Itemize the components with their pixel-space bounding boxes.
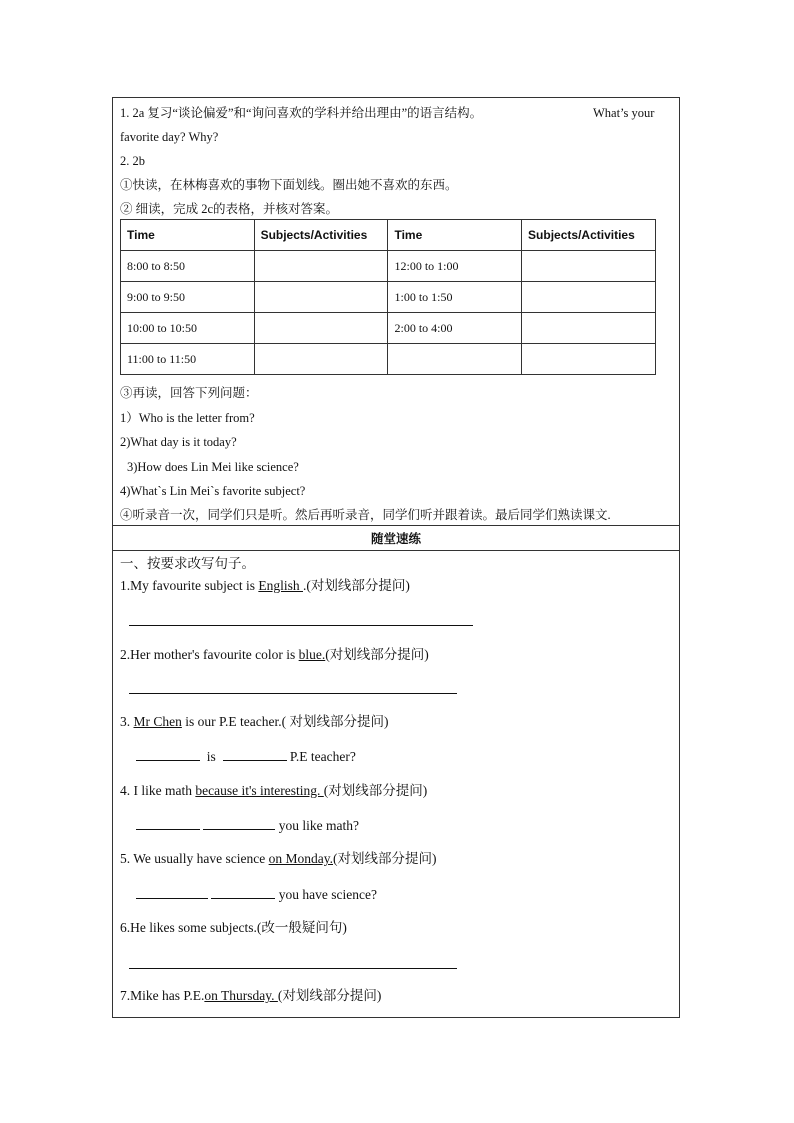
- intro-question-b: favorite day? Why?: [120, 130, 219, 144]
- fill-text: is: [206, 749, 216, 764]
- table-cell: [522, 282, 656, 313]
- section-title: 随堂速练: [370, 532, 421, 546]
- reading-question-1: 1）Who is the letter from?: [120, 411, 255, 425]
- table-cell: [254, 313, 388, 344]
- reading-question-2: 2)What day is it today?: [120, 435, 237, 449]
- blank[interactable]: [203, 816, 275, 830]
- table-cell: 10:00 to 10:50: [121, 313, 255, 344]
- intro-question-a: What’s your: [593, 106, 655, 120]
- divider: [113, 525, 679, 526]
- header-subjects-1: Subjects/Activities: [254, 220, 388, 251]
- fill-text: you like math?: [278, 818, 359, 833]
- underlined-part: English: [258, 578, 303, 593]
- table-row: [121, 344, 656, 375]
- table-cell: [522, 251, 656, 282]
- header-time-2: Time: [388, 220, 522, 251]
- instruction: .(对划线部分提问): [303, 578, 410, 593]
- table-row: [121, 251, 656, 282]
- table-cell: [522, 344, 656, 375]
- task-3: ③再读，回答下列问题：: [120, 386, 258, 400]
- item-text: 4. I like math: [120, 783, 196, 798]
- task-1: ①快读，在林梅喜欢的事物下面划线。圈出她不喜欢的东西。: [120, 178, 458, 192]
- table-cell: 11:00 to 11:50: [121, 344, 255, 375]
- step-label: 2. 2b: [120, 154, 145, 168]
- exercise-item-2: [120, 646, 429, 664]
- schedule-table: [120, 219, 656, 375]
- divider: [113, 550, 679, 551]
- table-cell: [388, 344, 522, 375]
- instruction: (对划线部分提问): [323, 783, 428, 798]
- underlined-part: on Thursday.: [204, 988, 278, 1003]
- table-cell: 1:00 to 1:50: [388, 282, 522, 313]
- exercise-item-6: [120, 919, 347, 937]
- table-cell: [254, 344, 388, 375]
- item-text: 5. We usually have science: [120, 851, 269, 866]
- table-cell: [254, 282, 388, 313]
- table-cell: 9:00 to 9:50: [121, 282, 255, 313]
- table-cell: 12:00 to 1:00: [388, 251, 522, 282]
- exercise-item-4: [120, 782, 427, 800]
- table-row: [121, 282, 656, 313]
- underlined-part: blue.: [298, 647, 326, 662]
- instruction: is our P.E teacher.( 对划线部分提问): [181, 714, 389, 729]
- instruction: (改一般疑问句): [256, 920, 347, 935]
- table-cell: [522, 313, 656, 344]
- underlined-part: because it's interesting.: [195, 783, 324, 798]
- item-text: 7.Mike has P.E.: [120, 988, 205, 1003]
- blank[interactable]: [223, 747, 287, 761]
- answer-line[interactable]: [129, 625, 473, 626]
- item-text: 2.Her mother's favourite color is: [120, 647, 299, 662]
- exercise-item-5: [120, 850, 437, 868]
- header-subjects-2: Subjects/Activities: [522, 220, 656, 251]
- instruction: (对划线部分提问): [277, 988, 382, 1003]
- blank[interactable]: [136, 885, 208, 899]
- exercise-item-3: [120, 713, 388, 731]
- answer-line[interactable]: [129, 693, 457, 694]
- header-time-1: Time: [121, 220, 255, 251]
- fill-line-5: [136, 885, 377, 904]
- underlined-part: Mr Chen: [133, 714, 182, 729]
- fill-text: P.E teacher?: [289, 749, 356, 764]
- exercise-item-7: [120, 987, 381, 1005]
- exercise-title: 一、按要求改写句子。: [120, 556, 255, 571]
- item-text: 1.My favourite subject is: [120, 578, 259, 593]
- fill-line-4: [136, 816, 359, 835]
- fill-line-3: [136, 747, 356, 766]
- table-cell: [254, 251, 388, 282]
- table-header-row: [121, 220, 656, 251]
- intro-line-1: 1. 2a 复习“谈论偏爱”和“询问喜欢的学科并给出理由”的语言结构。: [120, 106, 483, 120]
- blank[interactable]: [136, 747, 200, 761]
- table-cell: 8:00 to 8:50: [121, 251, 255, 282]
- reading-question-4: 4)What`s Lin Mei`s favorite subject?: [120, 484, 306, 498]
- task-4: ④听录音一次，同学们只是听。然后再听录音，同学们听并跟着读。最后同学们熟读课文.: [120, 508, 611, 522]
- exercise-item-1: [120, 577, 410, 595]
- table-cell: 2:00 to 4:00: [388, 313, 522, 344]
- task-2: ② 细读，完成 2c的表格，并核对答案。: [120, 202, 339, 216]
- item-text: 6.He likes some subjects.: [120, 920, 257, 935]
- instruction: (对划线部分提问): [325, 647, 429, 662]
- fill-text: you have science?: [278, 887, 377, 902]
- table-row: [121, 313, 656, 344]
- blank[interactable]: [136, 816, 200, 830]
- item-text: 3.: [120, 714, 134, 729]
- reading-question-3: 3)How does Lin Mei like science?: [127, 460, 299, 474]
- worksheet: [112, 97, 680, 1018]
- underlined-part: on Monday.: [268, 851, 333, 866]
- blank[interactable]: [211, 885, 275, 899]
- answer-line[interactable]: [129, 968, 457, 969]
- instruction: (对划线部分提问): [333, 851, 437, 866]
